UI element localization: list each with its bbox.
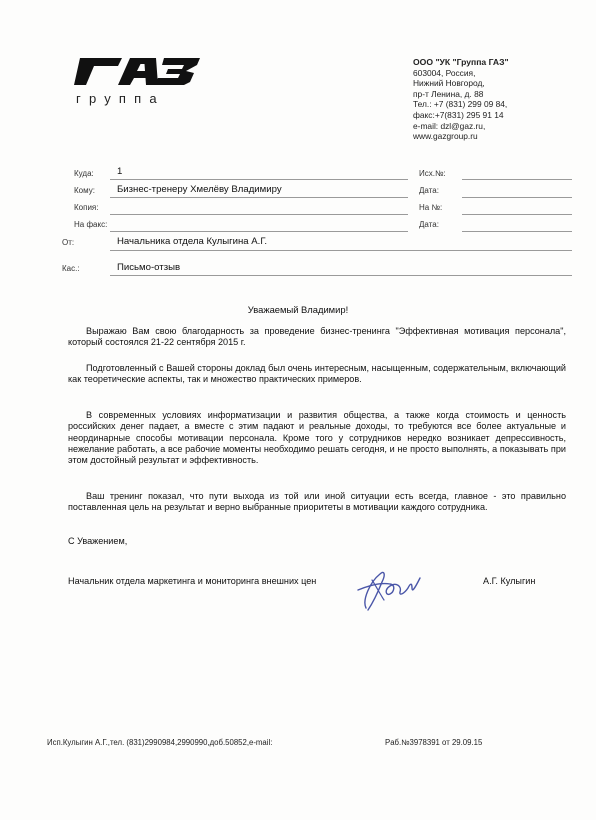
field-label-data-2: Дата:: [419, 220, 439, 229]
company-fax: факс:+7(831) 295 91 14: [413, 109, 504, 120]
letter-paragraph: Подготовленный с Вашей стороны доклад был очень интересным, насыщенным, содержательным, включающий как теоретические аспекты, так и множество практических примеров.: [68, 363, 566, 385]
field-value-ot: Начальника отдела Кулыгина А.Г.: [117, 236, 268, 247]
company-address-block: [413, 57, 588, 142]
field-label-ish-no: Исх.№:: [419, 169, 446, 178]
letter-paragraph: Выражаю Вам свою благодарность за проведение бизнес-тренинга "Эффективная мотивация персонала", который состоялся 21-22 сентября 2015 г.: [68, 326, 566, 348]
letter-paragraph: В современных условиях информатизации и развития общества, а также когда стоимость и ценность российских денег падает, а вместе с этим падают и реальные доходы, то требуются все более актуальные и неординарные способы мотивации персонала. Кроме того у сотрудников нередко возникает депрессивность, нежелание работать, а все рабочие моменты необходимо решать сегодня, и не просто выполнять, а показывать при этом достойный результат и эффективность.: [68, 410, 566, 466]
company-line: пр-т Ленина, д. 88: [413, 88, 484, 99]
field-label-kas: Кас.:: [62, 264, 80, 273]
company-email: e-mail: dzl@gaz.ru,: [413, 120, 486, 131]
closing-phrase: С Уважением,: [68, 536, 128, 546]
company-website: www.gazgroup.ru: [413, 131, 478, 142]
field-rule: [110, 275, 572, 276]
field-value-kas: Письмо-отзыв: [117, 262, 181, 273]
field-rule: [110, 179, 408, 180]
company-line: 603004, Россия,: [413, 67, 476, 78]
field-rule: [462, 179, 572, 180]
field-rule: [110, 231, 408, 232]
field-label-na-faks: На факс:: [74, 220, 108, 229]
handwritten-signature: [350, 560, 430, 616]
field-rule: [110, 197, 408, 198]
field-value-kuda: 1: [117, 166, 123, 177]
field-value-komu: Бизнес-тренеру Хмелёву Владимиру: [117, 184, 282, 195]
logo-subtitle: группа: [76, 91, 165, 106]
field-label-kopiya: Копия:: [74, 203, 99, 212]
field-label-data-1: Дата:: [419, 186, 439, 195]
signatory-title: Начальник отдела маркетинга и мониторинга внешних цен: [68, 576, 317, 586]
company-phone: Тел.: +7 (831) 299 09 84,: [413, 99, 508, 110]
field-label-na-no: На №:: [419, 203, 443, 212]
footer-document-number: Рaб.№3978391 от 29.09.15: [385, 738, 483, 747]
company-line: Нижний Новгород,: [413, 78, 485, 89]
company-name: ООО "УК "Группа ГАЗ": [413, 57, 509, 67]
field-rule: [462, 197, 572, 198]
field-rule: [462, 231, 572, 232]
signatory-name: А.Г. Кулыгин: [483, 576, 536, 586]
footer-executor: Исп.Кулыгин А.Г.,тел. (831)2990984,2990990,доб.50852,e-mail:: [47, 738, 273, 747]
field-label-ot: От:: [62, 238, 75, 247]
salutation: Уважаемый Владимир!: [247, 304, 349, 315]
field-rule: [110, 250, 572, 251]
field-label-komu: Кому:: [74, 186, 95, 195]
field-rule: [462, 214, 572, 215]
field-label-kuda: Куда:: [74, 169, 94, 178]
field-rule: [110, 214, 408, 215]
letter-paragraph: Ваш тренинг показал, что пути выхода из той или иной ситуации есть всегда, главное - это правильно поставленная цель на результат и верно выбранные приоритеты в мотивации каждого сотрудника.: [68, 491, 566, 513]
